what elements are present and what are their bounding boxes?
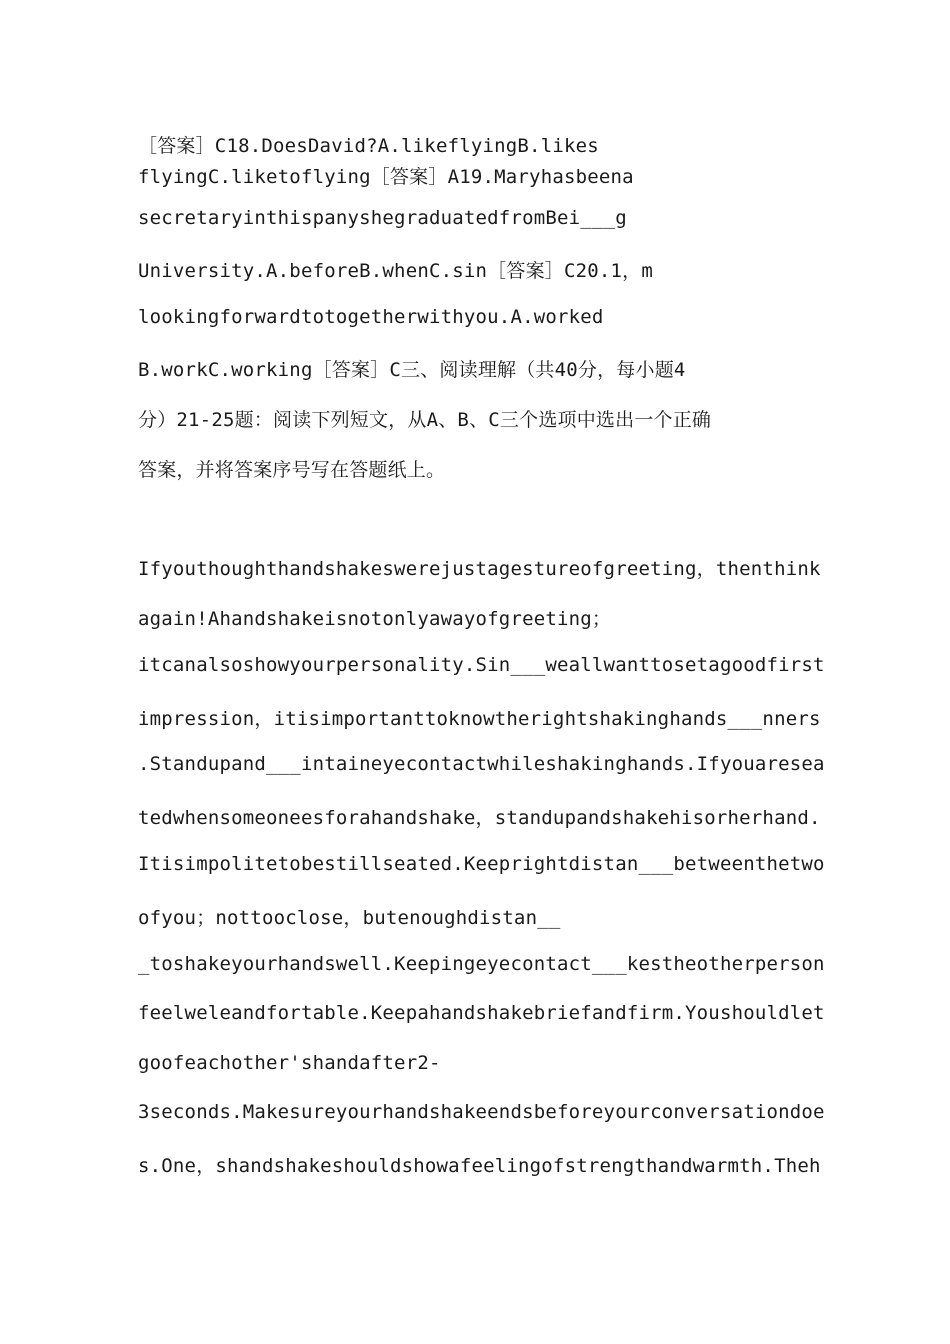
text-line: tedwhensomeoneesforahandshake，standupandshakehisorherhand. (138, 807, 821, 829)
text-line: B.workC.working［答案］C三、阅读理解（共40分，每小题4 (138, 359, 686, 381)
text-line: goofeachother'shandafter2- (138, 1052, 441, 1074)
text-line: again!Ahandshakeisnotonlyawayofgreeting； (138, 608, 612, 630)
text-line: Itisimpolitetobestillseated.Keeprightdistan___betweenthetwo (138, 853, 825, 875)
text-line: s.One，shandshakeshouldshowafeelingofstrengthandwarmth.Theh (138, 1155, 821, 1177)
text-line: secretaryinthispanyshegraduatedfromBei___g (138, 207, 627, 229)
text-line: _toshakeyourhandswell.Keepingeyecontact___kestheotherperson (138, 953, 825, 975)
text-line: 3seconds.Makesureyourhandshakeendsbeforeyourconversationdoe (138, 1101, 825, 1123)
text-line: .Standupand___intaineyecontactwhileshakinghands.Ifyouaresea (138, 753, 825, 775)
text-line: flyingC.liketoflying［答案］A19.Maryhasbeena (138, 166, 634, 188)
text-line: impression，itisimportanttoknowtherightshakinghands___nners (138, 708, 821, 730)
text-line: ［答案］C18.DoesDavid?A.likeflyingB.likes (138, 135, 599, 157)
text-line: University.A.beforeB.whenC.sin［答案］C20.1，m (138, 260, 654, 282)
text-line: 答案，并将答案序号写在答题纸上。 (138, 459, 446, 481)
text-line: Ifyouthoughthandshakeswerejustagestureofgreeting，thenthink (138, 558, 821, 580)
text-line: 分）21-25题：阅读下列短文，从A、B、C三个选项中选出一个正确 (138, 409, 712, 431)
text-line: itcanalsoshowyourpersonality.Sin___weallwanttosetagoodfirst (138, 654, 825, 676)
text-line: lookingforwardtotogetherwithyou.A.worked (138, 306, 604, 328)
text-line: feelweleandfortable.Keepahandshakebriefandfirm.Youshouldlet (138, 1002, 825, 1024)
text-line: ofyou；nottooclose，butenoughdistan__ (138, 907, 561, 929)
